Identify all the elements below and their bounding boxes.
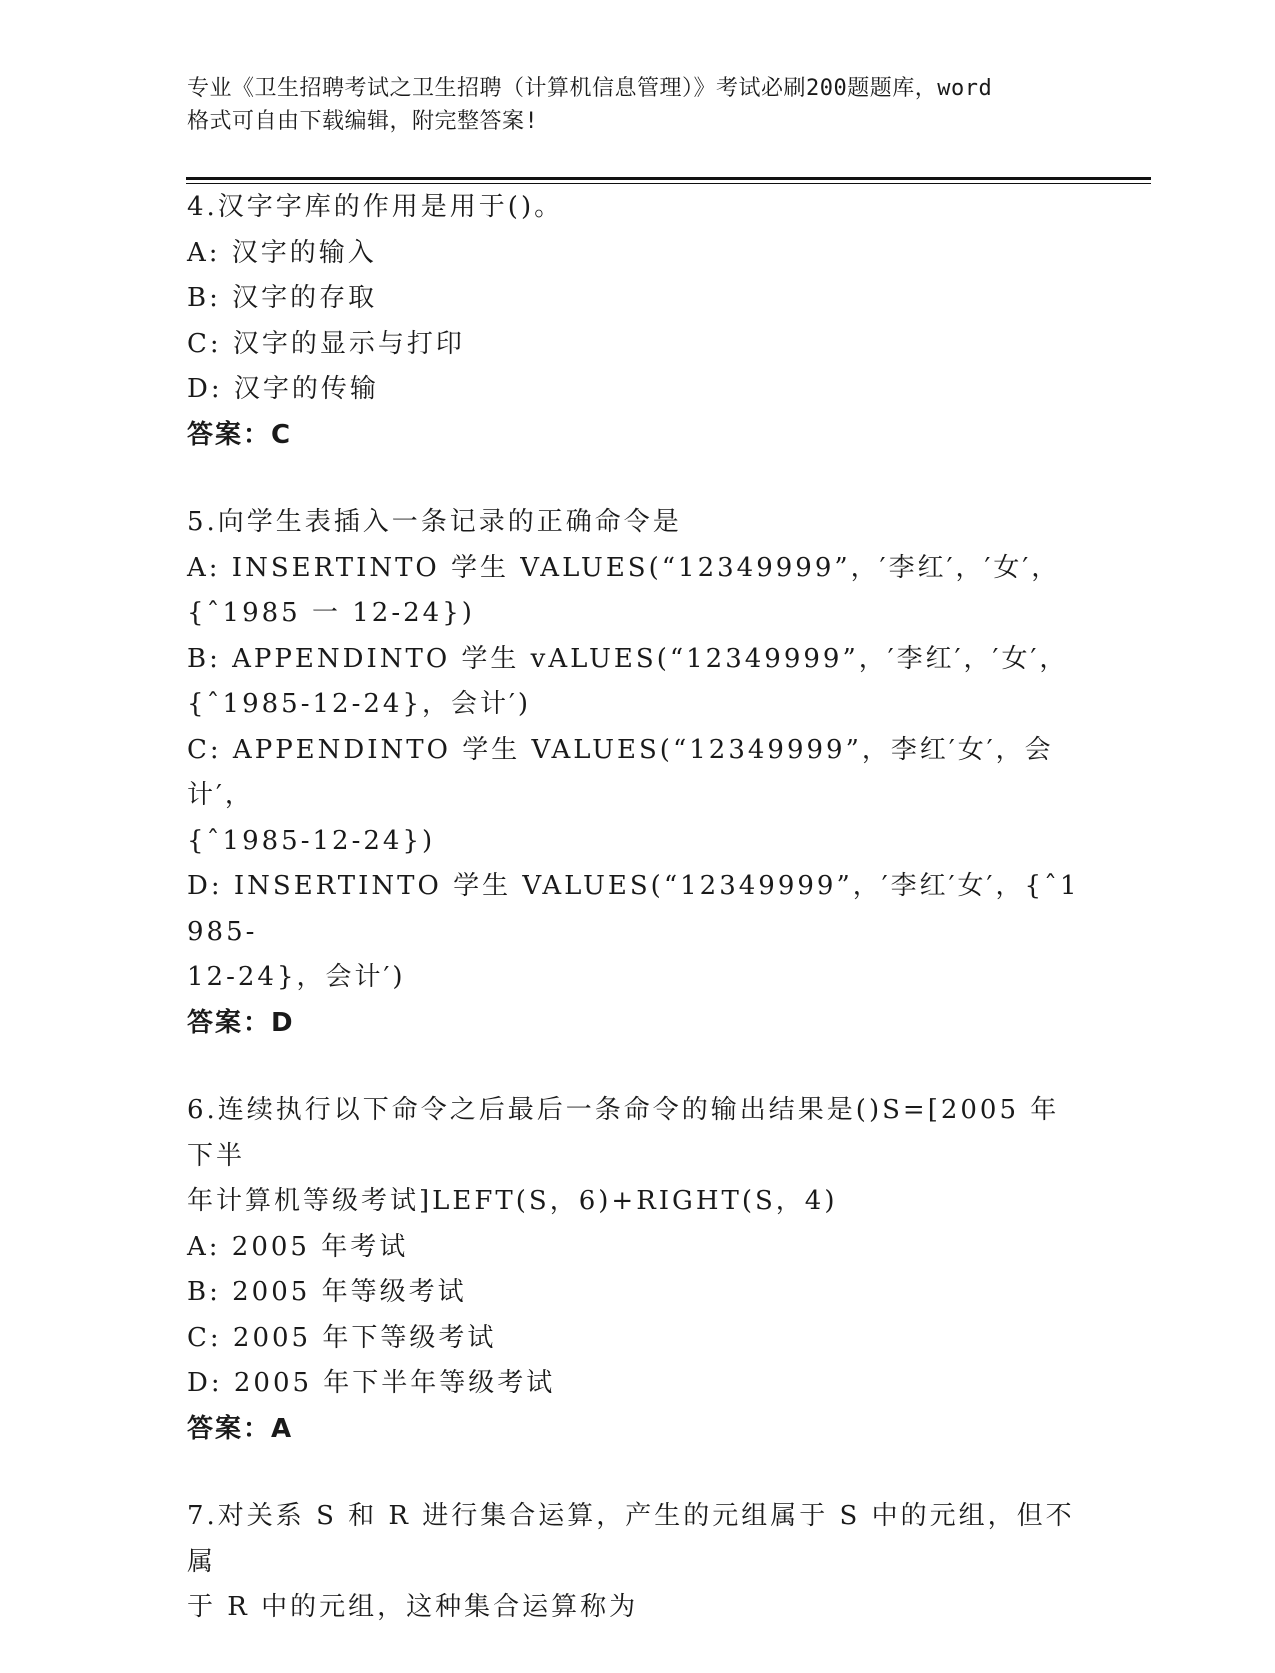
option-c: C: APPENDINTO 学生 VALUES(“12349999”，李红′女′，会计′， [187,734,1054,810]
option-c: C: 汉字的显示与打印 [187,328,465,359]
question-5 [187,500,1087,1046]
option-d: D: INSERTINTO 学生 VALUES(“12349999”，′李红′女′，{ˆ1985- [187,871,1080,947]
option-d: D: 2005 年下半年等级考试 [187,1368,556,1398]
header-line-2: 格式可自由下载编辑，附完整答案! [187,109,539,134]
header-line-1: 专业《卫生招聘考试之卫生招聘（计算机信息管理）》考试必刷200题题库，word [187,76,993,101]
option-c: C: 2005 年下等级考试 [187,1322,497,1353]
option-d-continued: 12-24}，会计′) [187,962,406,992]
option-b: B: 汉字的存取 [187,283,378,313]
option-a-continued: {ˆ1985 一 12-24}) [187,598,475,628]
question-stem-continued: 于 R 中的元组，这种集合运算称为 [187,1592,639,1622]
question-4 [187,185,1087,458]
question-stem: 5.向学生表插入一条记录的正确命令是 [187,507,682,537]
option-b: B: APPENDINTO 学生 vALUES(“12349999”，′李红′，′女′， [187,643,1069,674]
answer-label: 答案：C [187,419,293,450]
question-stem: 4.汉字字库的作用是用于()。 [187,192,564,222]
option-b: B: 2005 年等级考试 [187,1277,467,1307]
header-rule-thin [186,183,1151,184]
question-6 [187,1088,1087,1452]
document-header [187,72,1087,138]
option-a: A: INSERTINTO 学生 VALUES(“12349999”，′李红′，′女′， [187,552,1061,583]
header-rule-thick [186,177,1151,180]
answer-label: 答案：A [187,1413,294,1444]
question-stem: 7.对关系 S 和 R 进行集合运算，产生的元组属于 S 中的元组，但不属 [187,1501,1075,1577]
answer-label: 答案：D [187,1007,295,1038]
question-stem: 6.连续执行以下命令之后最后一条命令的输出结果是()S=[2005 年下半 [187,1095,1060,1171]
option-d: D: 汉字的传输 [187,374,379,404]
option-a: A: 汉字的输入 [187,237,377,268]
question-list [187,185,1087,1673]
option-a: A: 2005 年考试 [187,1231,409,1262]
option-c-continued: {ˆ1985-12-24}) [187,825,436,856]
question-7 [187,1494,1087,1631]
question-stem-continued: 年计算机等级考试]LEFT(S，6)+RIGHT(S，4) [187,1186,838,1216]
option-b-continued: {ˆ1985-12-24}，会计′) [187,689,532,719]
